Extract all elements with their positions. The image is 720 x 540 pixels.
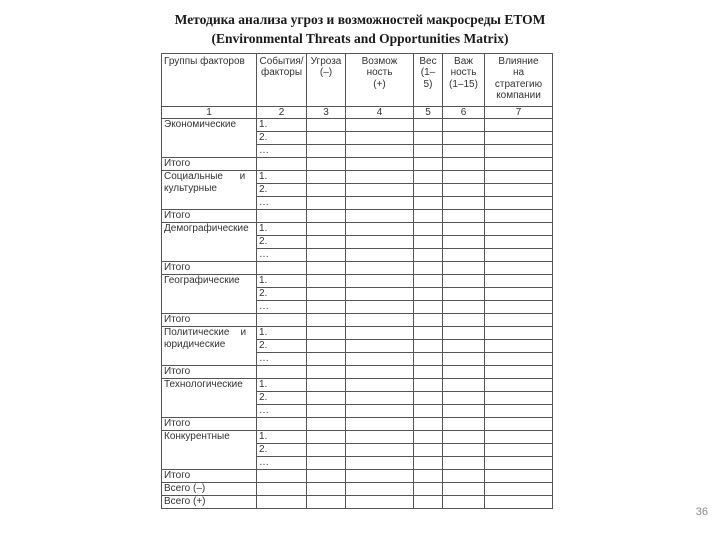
factor-item: 2. [257,444,307,457]
empty-cell [485,470,553,483]
empty-cell [443,366,485,379]
empty-cell [443,145,485,158]
empty-cell [346,379,414,392]
empty-cell [414,249,443,262]
factor-item: … [257,249,307,262]
empty-cell [414,340,443,353]
empty-cell [307,275,346,288]
empty-cell [443,210,485,223]
empty-cell [307,314,346,327]
empty-cell [414,158,443,171]
factor-item: … [257,353,307,366]
column-number: 5 [414,107,443,119]
empty-cell [414,301,443,314]
empty-cell [307,210,346,223]
empty-cell [443,119,485,132]
empty-cell [414,223,443,236]
empty-cell [307,119,346,132]
empty-cell [443,184,485,197]
table-body [162,119,553,509]
empty-cell [307,327,346,340]
subtotal-label: Итого [162,418,257,431]
empty-cell [414,132,443,145]
title-line-2: (Environmental Threats and Opportunities Matrix) [211,31,509,46]
empty-cell [307,470,346,483]
empty-cell [257,418,307,431]
empty-cell [346,470,414,483]
empty-cell [414,470,443,483]
empty-cell [443,158,485,171]
factor-item: 2. [257,340,307,353]
empty-cell [414,236,443,249]
empty-cell [485,379,553,392]
empty-cell [443,353,485,366]
subtotal-label: Итого [162,158,257,171]
empty-cell [485,262,553,275]
subtotal-row [162,470,553,483]
empty-cell [443,483,485,496]
empty-cell [346,288,414,301]
empty-cell [307,171,346,184]
empty-cell [307,405,346,418]
empty-cell [307,379,346,392]
empty-cell [307,301,346,314]
empty-cell [485,353,553,366]
empty-cell [346,392,414,405]
empty-cell [414,184,443,197]
empty-cell [443,444,485,457]
factor-item: 1. [257,119,307,132]
empty-cell [485,288,553,301]
empty-cell [414,275,443,288]
header-factor-groups: Группы факторов [162,54,257,107]
subtotal-row [162,262,553,275]
empty-cell [307,496,346,509]
empty-cell [307,392,346,405]
factor-row [162,171,553,184]
header-importance: Важ ность (1–15) [443,54,485,107]
empty-cell [346,236,414,249]
subtotal-label: Итого [162,470,257,483]
factor-row [162,379,553,392]
empty-cell [443,314,485,327]
empty-cell [414,171,443,184]
empty-cell [485,392,553,405]
empty-cell [443,340,485,353]
empty-cell [485,405,553,418]
empty-cell [346,483,414,496]
empty-cell [257,210,307,223]
factor-item: 1. [257,223,307,236]
empty-cell [443,379,485,392]
factor-row [162,119,553,132]
empty-cell [414,288,443,301]
factor-item: 2. [257,236,307,249]
factor-group-cell [162,379,257,418]
factor-group-name: Демографические [164,223,249,234]
empty-cell [485,171,553,184]
empty-cell [307,366,346,379]
empty-cell [414,327,443,340]
empty-cell [346,275,414,288]
column-number: 3 [307,107,346,119]
empty-cell [414,496,443,509]
empty-cell [443,171,485,184]
empty-cell [414,405,443,418]
empty-cell [414,366,443,379]
column-number: 4 [346,107,414,119]
empty-cell [346,314,414,327]
empty-cell [307,236,346,249]
empty-cell [485,236,553,249]
empty-cell [443,301,485,314]
empty-cell [414,119,443,132]
empty-cell [307,158,346,171]
empty-cell [307,431,346,444]
empty-cell [485,496,553,509]
empty-cell [307,444,346,457]
factor-item: … [257,457,307,470]
empty-cell [257,262,307,275]
empty-cell [485,275,553,288]
empty-cell [485,418,553,431]
factor-group-name: Экономические [164,119,237,130]
empty-cell [443,431,485,444]
factor-group-cell [162,431,257,470]
factor-group-cell [162,327,257,366]
empty-cell [443,249,485,262]
empty-cell [443,470,485,483]
empty-cell [485,210,553,223]
factor-row [162,327,553,340]
factor-item: 2. [257,132,307,145]
empty-cell [346,184,414,197]
empty-cell [307,353,346,366]
factor-item: … [257,301,307,314]
factor-item: 1. [257,431,307,444]
empty-cell [257,366,307,379]
empty-cell [257,314,307,327]
etom-matrix-table [161,53,553,509]
empty-cell [307,132,346,145]
subtotal-label: Итого [162,314,257,327]
empty-cell [307,262,346,275]
factor-row [162,223,553,236]
empty-cell [346,210,414,223]
empty-cell [257,483,307,496]
total-row [162,496,553,509]
factor-item: 1. [257,171,307,184]
empty-cell [485,327,553,340]
factor-item: 2. [257,288,307,301]
factor-item: … [257,145,307,158]
factor-item: 2. [257,392,307,405]
empty-cell [346,418,414,431]
factor-group-cell [162,171,257,210]
empty-cell [346,340,414,353]
empty-cell [307,483,346,496]
empty-cell [443,496,485,509]
empty-cell [443,457,485,470]
empty-cell [346,119,414,132]
empty-cell [307,340,346,353]
empty-cell [443,327,485,340]
empty-cell [346,431,414,444]
empty-cell [485,301,553,314]
empty-cell [485,197,553,210]
empty-cell [307,184,346,197]
empty-cell [414,314,443,327]
factor-group-cell [162,223,257,262]
factor-item: 1. [257,327,307,340]
empty-cell [346,366,414,379]
factor-group-name: Конкурентные [164,431,230,442]
empty-cell [346,171,414,184]
column-number: 1 [162,107,257,119]
empty-cell [346,249,414,262]
empty-cell [307,418,346,431]
empty-cell [485,249,553,262]
subtotal-row [162,158,553,171]
empty-cell [346,223,414,236]
empty-cell [414,483,443,496]
empty-cell [346,132,414,145]
empty-cell [307,197,346,210]
subtotal-row [162,366,553,379]
subtotal-row [162,418,553,431]
column-number: 6 [443,107,485,119]
empty-cell [414,457,443,470]
empty-cell [443,223,485,236]
empty-cell [414,418,443,431]
column-number-row [162,107,553,119]
factor-item: … [257,197,307,210]
empty-cell [485,132,553,145]
empty-cell [443,132,485,145]
empty-cell [443,405,485,418]
empty-cell [443,392,485,405]
subtotal-row [162,314,553,327]
title-line-1: Методика анализа угроз и возможностей макросреды ETOM [174,12,546,27]
empty-cell [414,431,443,444]
total-label: Всего (–) [162,483,257,496]
factor-item: 1. [257,275,307,288]
factor-item: … [257,405,307,418]
empty-cell [346,496,414,509]
header-weight: Вес (1– 5) [414,54,443,107]
empty-cell [307,223,346,236]
total-label: Всего (+) [162,496,257,509]
factor-row [162,275,553,288]
subtotal-row [162,210,553,223]
empty-cell [414,379,443,392]
factor-group-cell [162,275,257,314]
subtotal-label: Итого [162,366,257,379]
empty-cell [485,431,553,444]
empty-cell [443,236,485,249]
empty-cell [257,470,307,483]
empty-cell [485,158,553,171]
header-row [162,54,553,107]
empty-cell [443,275,485,288]
empty-cell [346,158,414,171]
empty-cell [485,340,553,353]
factor-group-cell [162,119,257,158]
page-number: 36 [695,506,708,518]
header-threat: Угроза (–) [307,54,346,107]
empty-cell [414,210,443,223]
factor-item: 1. [257,379,307,392]
factor-group-name: Социальные и культурные [164,171,246,194]
empty-cell [307,145,346,158]
empty-cell [485,457,553,470]
factor-group-name: Политические и юридические [164,327,247,350]
empty-cell [346,262,414,275]
empty-cell [346,301,414,314]
empty-cell [485,314,553,327]
empty-cell [414,353,443,366]
column-number: 2 [257,107,307,119]
empty-cell [414,444,443,457]
empty-cell [485,145,553,158]
factor-group-name: Технологические [164,379,243,390]
empty-cell [485,223,553,236]
empty-cell [307,288,346,301]
empty-cell [346,444,414,457]
empty-cell [485,119,553,132]
empty-cell [346,405,414,418]
empty-cell [414,262,443,275]
factor-row [162,431,553,444]
column-number: 7 [485,107,553,119]
empty-cell [485,366,553,379]
header-strategy-impact: Влияние на стратегию компании [485,54,553,107]
factor-item: 2. [257,184,307,197]
empty-cell [307,457,346,470]
empty-cell [443,197,485,210]
empty-cell [307,249,346,262]
empty-cell [414,197,443,210]
slide-title [0,10,720,48]
empty-cell [443,288,485,301]
empty-cell [346,457,414,470]
subtotal-label: Итого [162,262,257,275]
empty-cell [485,483,553,496]
empty-cell [443,418,485,431]
empty-cell [346,197,414,210]
empty-cell [443,262,485,275]
empty-cell [346,353,414,366]
empty-cell [414,392,443,405]
empty-cell [485,184,553,197]
empty-cell [346,145,414,158]
empty-cell [485,444,553,457]
header-events: События/ факторы [257,54,307,107]
empty-cell [414,145,443,158]
empty-cell [346,327,414,340]
header-opportunity: Возмож ность (+) [346,54,414,107]
empty-cell [257,496,307,509]
factor-group-name: Географические [164,275,240,286]
empty-cell [257,158,307,171]
subtotal-label: Итого [162,210,257,223]
total-row [162,483,553,496]
